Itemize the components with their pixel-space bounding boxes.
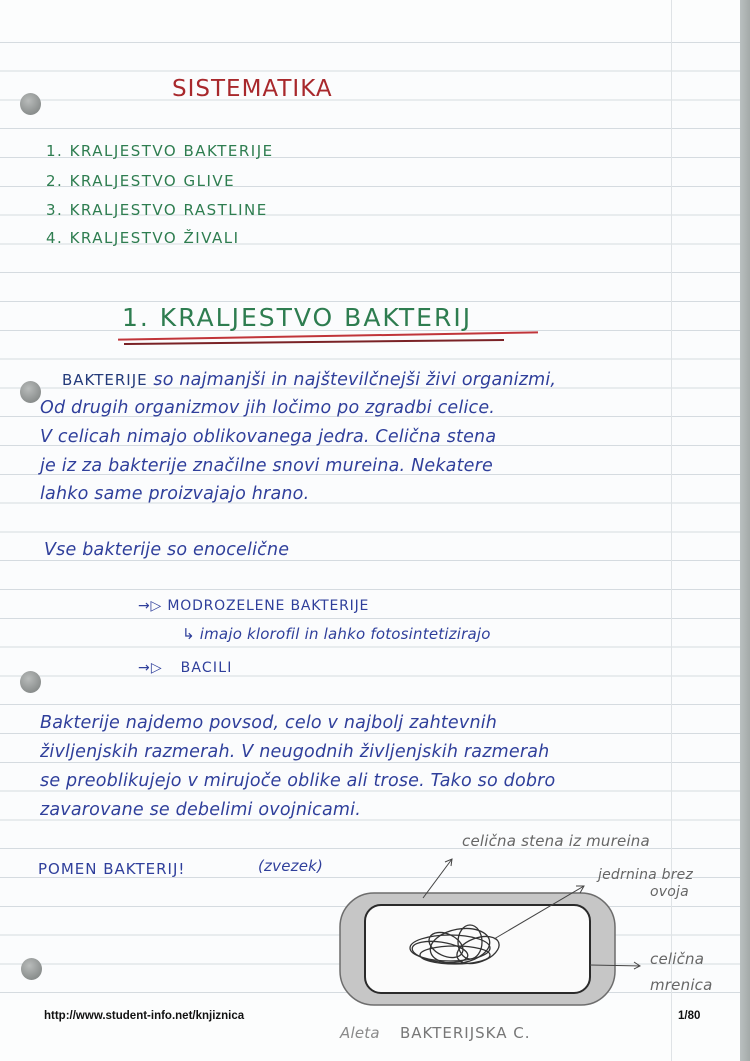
label-nucleoid: jedrnina brez — [598, 867, 694, 883]
text-line: Bakterije najdemo povsod, celo v najbolj zahtevnih — [40, 713, 498, 733]
lead-word: BAKTERIJE — [62, 371, 148, 389]
importance-note: (zvezek) — [258, 857, 324, 875]
label-membrane-2: mrenica — [650, 976, 713, 994]
label-membrane: celična — [650, 950, 705, 968]
type-label: BACILI — [180, 660, 233, 676]
text-line: zavarovane se debelimi ovojnicami. — [40, 800, 361, 820]
arrow-return-icon: ↳ — [182, 625, 195, 643]
section-heading: 1. KRALJESTVO BAKTERIJ — [122, 303, 473, 332]
list-item: 2. KRALJESTVO GLIVE — [46, 172, 236, 190]
arrow-right-icon: →▷ — [138, 660, 163, 676]
arrow-right-icon: →▷ — [138, 598, 163, 614]
text-line: življenjskih razmerah. V neugodnih življenjskih razmerah — [40, 742, 550, 762]
text-line: V celicah nimajo oblikovanega jedra. Celična stena — [40, 427, 497, 447]
text-line: je iz za bakterije značilne snovi mureina. Nekatere — [40, 456, 493, 476]
text-line: lahko same proizvajajo hrano. — [40, 484, 310, 504]
list-item: 4. KRALJESTVO ŽIVALI — [46, 229, 240, 247]
label-cell-wall: celična stena iz mureina — [462, 832, 650, 850]
diagram-caption: BAKTERIJSKA C. — [400, 1024, 531, 1042]
type-sublabel: imajo klorofil in lahko fotosintetizirajo — [199, 625, 491, 643]
list-item: 1. KRALJESTVO BAKTERIJE — [46, 142, 274, 160]
page-number: 1/80 — [678, 1010, 701, 1022]
text-line: se preoblikujejo v mirujoče oblike ali trose. Tako so dobro — [40, 771, 556, 791]
footer-url[interactable]: http://www.student-info.net/knjiznica — [44, 1010, 245, 1022]
text-line: Od drugih organizmov jih ločimo po zgradbi celice. — [40, 398, 496, 418]
list-item: 3. KRALJESTVO RASTLINE — [46, 201, 268, 219]
label-nucleoid-2: ovoja — [650, 884, 689, 900]
page-title: SISTEMATIKA — [172, 76, 333, 102]
unicellular-statement: Vse bakterije so enocelične — [44, 540, 290, 560]
line-text: so najmanjši in najštevilčnejši živi organizmi, — [147, 370, 557, 390]
importance-heading: POMEN BAKTERIJ! — [38, 860, 186, 878]
signature: Aleta — [340, 1024, 380, 1042]
type-label: MODROZELENE BAKTERIJE — [167, 598, 370, 614]
